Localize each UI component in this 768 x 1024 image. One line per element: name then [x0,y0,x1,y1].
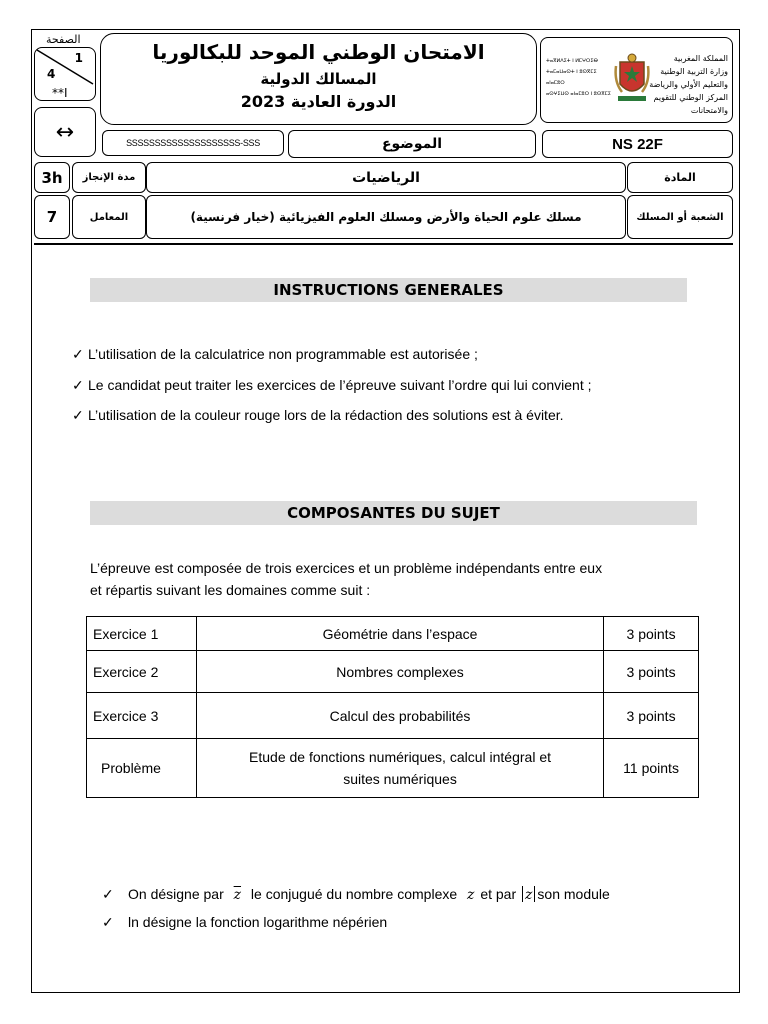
exercise-domain: Calcul des probabilités [196,693,603,739]
arrow-box [34,107,96,157]
exercise-domain: Géométrie dans l’espace [196,617,603,651]
duration-value-box [34,162,70,193]
note-logarithm: ✓ ln désigne la fonction logarithme népérien [102,914,388,930]
page-label: الصفحة [46,33,81,46]
duration-value: 3h [41,168,63,187]
coef-value: 7 [46,208,58,226]
tifinagh-text: ⵜⴰⴳⵍⴷⵉⵜ ⵏ ⵍⵎⵖⵔⵉⴱ ⵜⴰⵎⴰⵡⴰⵙⵜ ⵏ ⵓⵙⴳⵎⵉ ⴰⵏⴰⵎⵓⵔ ⴰⵙⵖⵉⵡⵙ ⴰⵏⴰⵎⵓⵔ ⵏ ⵓⵙⴳⵎⵉ [546,58,611,97]
exercise-points: 11 points [604,739,699,798]
ref-code-box [542,130,733,158]
track-label: الشعبة أو المسلك [636,211,724,223]
check-icon: ✓ [72,377,84,393]
instructions-title: INSTRUCTIONS GENERALES [90,278,687,302]
candidate-code: SSSSSSSSSSSSSSSSSSSS-SSS [126,138,260,148]
exercise-domain: Nombres complexes [196,651,603,693]
composantes-title: COMPOSANTES DU SUJET [90,501,697,525]
check-icon: ✓ [72,407,84,423]
exam-tracks: المسالك الدولية [260,70,377,88]
candidate-code-box [102,130,284,156]
duration-label: مدة الإنجاز [82,172,136,183]
exam-title: الامتحان الوطني الموحد للبكالوريا [152,40,485,64]
check-icon: ✓ [102,914,114,930]
page-mark: **I [52,86,68,100]
ref-code: NS 22F [612,135,663,153]
table-row [87,693,699,739]
z-bar-symbol: $\overline{z}$ [233,887,242,903]
track-name-box [146,195,626,239]
subject-label: الموضوع [381,136,443,152]
coat-of-arms-icon [614,52,650,104]
coef-label: المعامل [89,211,129,223]
ministry-name-arabic: المملكة المغربية وزارة التربية الوطنية والتعليم الأولي والرياضة المركز الوطني للتقويم والامتحانات [649,54,728,115]
check-icon: ✓ [102,886,114,902]
exercise-name: Exercice 1 [87,617,197,651]
check-icon: ✓ [72,346,84,362]
exercise-points: 3 points [604,693,699,739]
table-row [87,617,699,651]
table-row [87,651,699,693]
track-name: مسلك علوم الحياة والأرض ومسلك العلوم الفيزيائية (خيار فرنسية) [190,210,582,224]
exercise-points: 3 points [604,617,699,651]
note-conjugate: ✓ On désigne par $\overline{z}$ le conjugué du nombre complexe z et par z son module [102,886,610,903]
duration-label-box [72,162,146,193]
subject-field-label: المادة [664,171,696,184]
page-current: 1 [74,51,83,65]
exercise-domain: Etude de fonctions numériques, calcul intégral et suites numériques [196,739,603,798]
instruction-item: ✓ L’utilisation de la calculatrice non programmable est autorisée ; [72,346,478,362]
exercise-name: Exercice 3 [87,693,197,739]
instruction-item: ✓ L’utilisation de la couleur rouge lors de la rédaction des solutions est à éviter. [72,407,564,423]
title-box [100,33,537,125]
subject-name-box [146,162,626,193]
coef-label-box [72,195,146,239]
header-divider [34,243,733,245]
subject-label-box [288,130,536,158]
subject-name: الرياضيات [352,169,420,186]
ministry-logo-box [540,37,733,123]
modulus-symbol: z [522,886,535,902]
composantes-intro-line2: et répartis suivant les domaines comme suit : [90,582,371,598]
z-symbol: z [467,887,475,903]
exam-session: الدورة العادية 2023 [240,92,397,111]
double-arrow-icon: ↔ [55,119,75,145]
subject-field-label-box [627,162,733,193]
exercise-points: 3 points [604,651,699,693]
table-row [87,739,699,798]
track-label-box [627,195,733,239]
exercise-name: Problème [87,739,197,798]
coef-value-box [34,195,70,239]
composantes-table [86,616,699,798]
instruction-item: ✓ Le candidat peut traiter les exercices de l’épreuve suivant l’ordre qui lui convient ; [72,377,592,393]
page-total: 4 [47,67,56,81]
exercise-name: Exercice 2 [87,651,197,693]
composantes-intro-line1: L’épreuve est composée de trois exercices et un problème indépendants entre eux [90,560,603,576]
